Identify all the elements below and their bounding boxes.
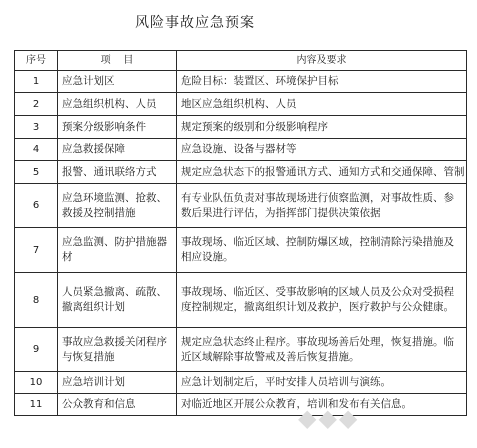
row-index: 6	[15, 184, 58, 228]
row-item: 事故应急救援关闭程序与恢复措施	[58, 328, 177, 372]
row-item: 应急救援保障	[58, 139, 177, 161]
row-requirements: 规定应急状态终止程序。事故现场善后处理，恢复措施。临近区域解除事故警戒及善后恢复措施。	[177, 328, 467, 372]
table-row	[15, 161, 467, 184]
row-item: 应急培训计划	[58, 372, 177, 394]
header-requirements: 内容及要求	[177, 51, 467, 71]
row-requirements: 规定应急状态下的报警通讯方式、通知方式和交通保障、管制	[177, 161, 467, 184]
row-index: 8	[15, 273, 58, 328]
header-index: 序号	[15, 51, 58, 71]
row-index: 11	[15, 394, 58, 416]
header-item: 项 目	[58, 51, 177, 71]
row-item: 应急监测、防护措施器材	[58, 228, 177, 273]
table-row	[15, 328, 467, 372]
emergency-plan-table-container	[14, 50, 466, 416]
document-title: 风险事故应急预案	[135, 15, 255, 31]
row-index: 9	[15, 328, 58, 372]
table-row	[15, 273, 467, 328]
row-item: 应急环境监测、抢救、救援及控制措施	[58, 184, 177, 228]
table-row	[15, 184, 467, 228]
header-row	[15, 51, 467, 71]
row-requirements: 危险目标：装置区、环境保护目标	[177, 71, 467, 93]
row-requirements: 地区应急组织机构、人员	[177, 93, 467, 116]
watermark-logo: ◆◆◆	[298, 404, 360, 432]
row-index: 4	[15, 139, 58, 161]
table-header	[15, 51, 467, 71]
table-row	[15, 71, 467, 93]
table-row	[15, 394, 467, 416]
row-item: 公众教育和信息	[58, 394, 177, 416]
row-requirements: 事故现场、临近区、受事故影响的区域人员及公众对受损程度控制规定，撤离组织计划及救护，医疗救护与公众健康。	[177, 273, 467, 328]
row-index: 10	[15, 372, 58, 394]
row-requirements: 对临近地区开展公众教育，培训和发布有关信息。	[177, 394, 467, 416]
row-requirements: 规定预案的级别和分级影响程序	[177, 116, 467, 139]
row-index: 2	[15, 93, 58, 116]
row-requirements: 有专业队伍负责对事故现场进行侦察监测，对事故性质、参数后果进行评估，为指挥部门提供决策依据	[177, 184, 467, 228]
table-row	[15, 93, 467, 116]
row-requirements: 应急计划制定后，平时安排人员培训与演练。	[177, 372, 467, 394]
row-index: 7	[15, 228, 58, 273]
emergency-plan-table	[14, 50, 467, 416]
table-body	[15, 71, 467, 416]
row-requirements: 应急设施、设备与器材等	[177, 139, 467, 161]
table-row	[15, 228, 467, 273]
row-item: 应急计划区	[58, 71, 177, 93]
row-item: 人员紧急撤离、疏散、撤离组织计划	[58, 273, 177, 328]
row-item: 应急组织机构、人员	[58, 93, 177, 116]
table-row	[15, 116, 467, 139]
row-item: 报警、通讯联络方式	[58, 161, 177, 184]
row-index: 3	[15, 116, 58, 139]
table-row	[15, 372, 467, 394]
row-requirements: 事故现场、临近区域、控制防爆区域，控制清除污染措施及相应设施。	[177, 228, 467, 273]
table-row	[15, 139, 467, 161]
row-index: 1	[15, 71, 58, 93]
row-index: 5	[15, 161, 58, 184]
row-item: 预案分级影响条件	[58, 116, 177, 139]
